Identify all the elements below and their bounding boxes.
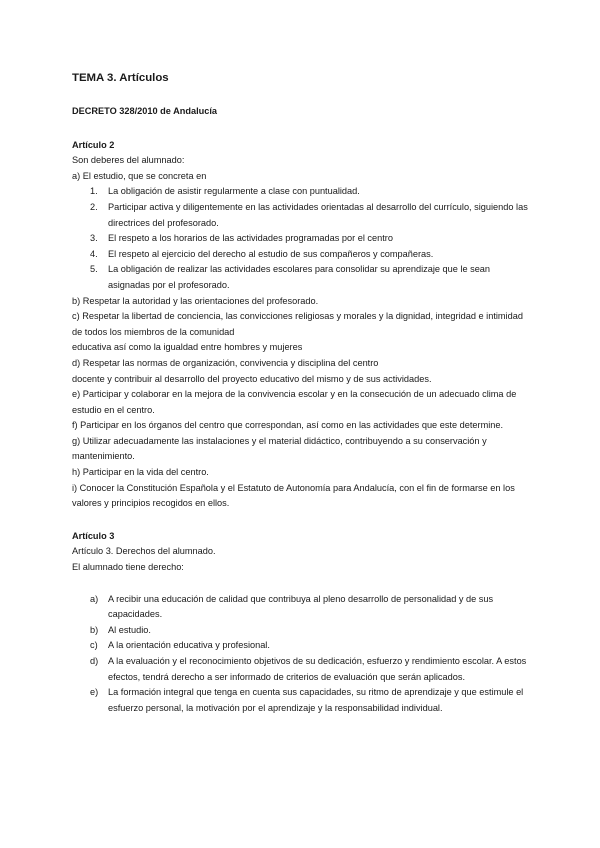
list-item-text: A recibir una educación de calidad que contribuya al pleno desarrollo de personalidad y de sus capacidades. [108,593,494,620]
study-duties-list [72,184,532,293]
list-item [90,200,532,231]
list-marker: a) [90,593,99,604]
list-item-text: El respeto al ejercicio del derecho al estudio de sus compañeros y compañeras. [108,248,434,259]
list-marker: e) [90,687,99,698]
list-marker: 3. [90,233,98,244]
list-marker: 1. [90,186,98,197]
rights-list [72,592,532,717]
duty-i: i) Conocer la Constitución Española y el Estatuto de Autonomía para Andalucía, con el fin de formarse en los valores y principios recogidos en ellos. [72,482,515,509]
article-2-intro: Son deberes del alumnado: [72,155,185,166]
duty-c: c) Respetar la libertad de conciencia, las convicciones religiosas y morales y la dignidad, integridad e intimidad de todos los miembros de la comunidad [72,311,523,337]
list-marker: b) [90,624,99,635]
article-2-heading: Artículo 2 [72,139,115,150]
list-item [90,184,532,200]
duty-d-continuation: docente y contribuir al desarrollo del proyecto educativo del mismo y de sus actividades. [72,373,432,384]
article-3-intro: El alumnado tiene derecho: [72,562,184,573]
list-item-text: La obligación de asistir regularmente a clase con puntualidad. [108,186,360,197]
duty-g: g) Utilizar adecuadamente las instalaciones y el material didáctico, contribuyendo a su conservación y mantenimiento. [72,435,487,462]
article-3-subtitle: Artículo 3. Derechos del alumnado. [72,546,216,557]
list-marker: 4. [90,248,98,259]
duty-h: h) Participar en la vida del centro. [72,467,209,478]
list-marker: d) [90,656,99,666]
list-item [90,592,532,623]
duty-b: b) Respetar la autoridad y las orientaciones del profesorado. [72,295,319,306]
list-marker: 5. [90,264,98,275]
list-item [90,654,532,685]
article-3-heading: Artículo 3 [72,530,115,541]
list-item [90,623,532,639]
list-item-text: A la orientación educativa y profesional. [108,640,270,651]
list-item [90,638,532,654]
document-page [72,70,532,716]
list-item [90,231,532,247]
list-item-text: Al estudio. [108,624,151,635]
list-item [90,262,532,293]
list-item-text: La obligación de realizar las actividades escolares para consolidar su aprendizaje que le sean asignadas por el profesorado. [108,264,491,290]
section-spacer [72,512,532,529]
duty-e: e) Participar y colaborar en la mejora de la convivencia escolar y en la consecución de un adecuado clima de estudio en el centro. [72,389,517,415]
section-spacer [72,576,532,592]
list-item-text: Participar activa y diligentemente en las actividades orientadas al desarrollo del currículo, siguiendo las directrices del profesorado. [108,201,528,228]
list-marker: c) [90,640,98,651]
duty-c-continuation: educativa así como la igualdad entre hombres y mujeres [72,342,303,353]
list-item [90,685,532,716]
list-item-text: El respeto a los horarios de las actividades programadas por el centro [108,233,393,244]
duty-d: d) Respetar las normas de organización, convivencia y disciplina del centro [72,357,379,368]
list-marker: 2. [90,201,98,212]
list-item [90,247,532,263]
list-item-text: A la evaluación y el reconocimiento objetivos de su dedicación, esfuerzo y rendimiento escolar. A estos efectos, tendrá derecho a ser informado de criterios de evaluación que serán aplicados. [108,656,527,682]
duty-f: f) Participar en los órganos del centro que correspondan, así como en las actividades que este determine. [72,420,504,431]
decree-heading: DECRETO 328/2010 de Andalucía [72,106,218,116]
duty-a-label: a) El estudio, que se concreta en [72,170,207,181]
document-title: TEMA 3. Artículos [72,72,169,84]
list-item-text: La formación integral que tenga en cuenta sus capacidades, su ritmo de aprendizaje y que estimule el esfuerzo personal, la motivación por el aprendizaje y la responsabilidad individual. [108,687,524,713]
